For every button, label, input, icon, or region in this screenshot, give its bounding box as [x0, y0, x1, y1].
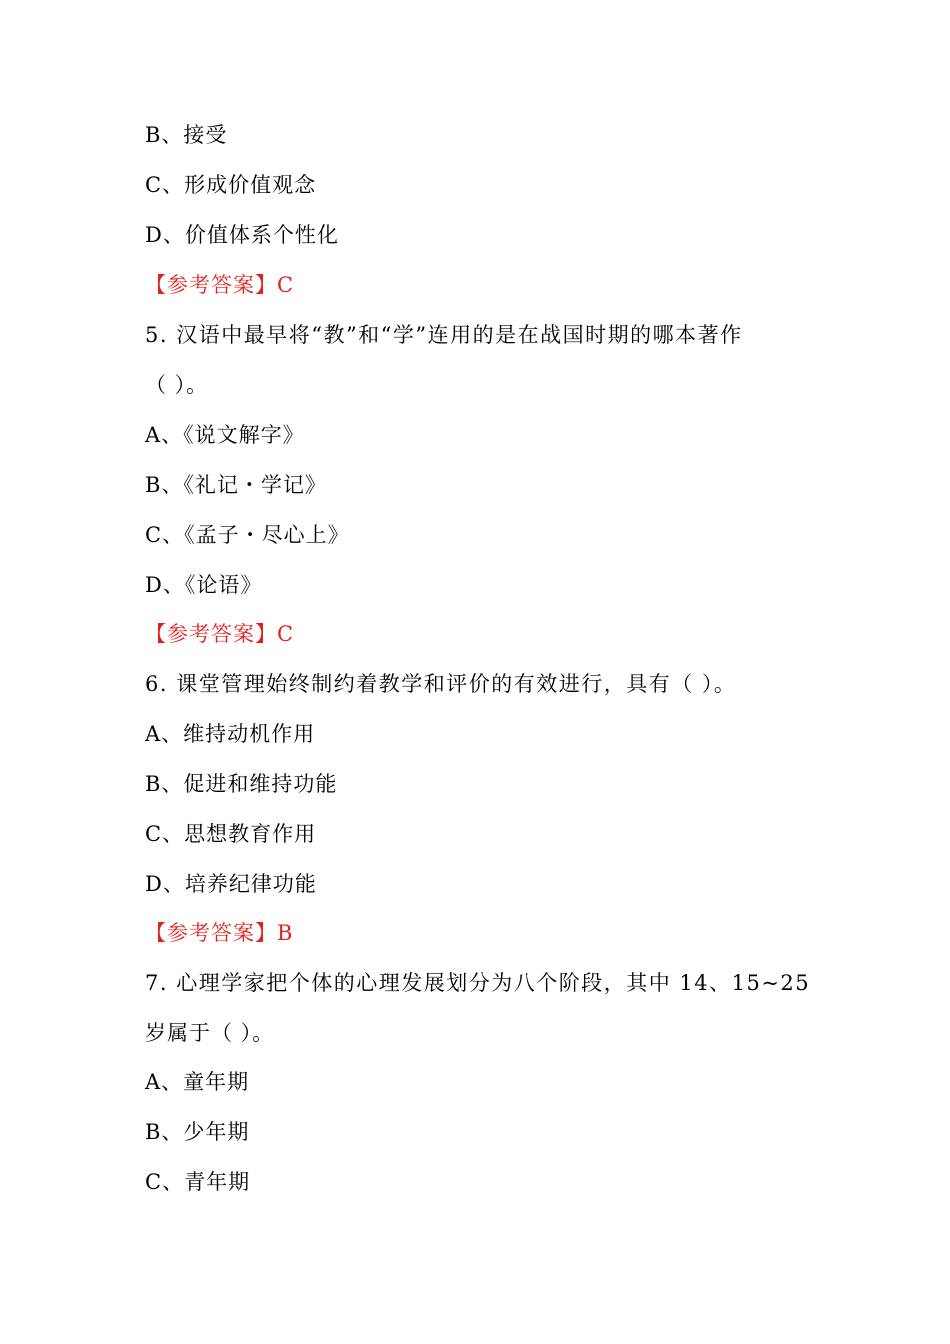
q4-option-d: D、价值体系个性化	[145, 223, 339, 247]
q5-answer: 【参考答案】C	[145, 622, 295, 646]
q5-option-d: D、《论语》	[145, 573, 263, 597]
q7-stem-line1: 7. 心理学家把个体的心理发展划分为八个阶段，其中 14、15~25	[145, 971, 811, 995]
q4-answer: 【参考答案】C	[145, 273, 295, 297]
q5-option-c: C、《孟子・尽心上》	[145, 523, 350, 547]
q6-option-c: C、思想教育作用	[145, 822, 317, 846]
q7-stem-line2: 岁属于（ ）。	[145, 1021, 275, 1045]
q5-stem-line1: 5. 汉语中最早将“教”和“学”连用的是在战国时期的哪本著作	[145, 323, 743, 347]
q5-option-b: B、《礼记・学记》	[145, 473, 327, 497]
q4-option-b: B、接受	[145, 123, 228, 147]
q6-option-a: A、维持动机作用	[145, 722, 316, 746]
q6-option-b: B、促进和维持功能	[145, 772, 338, 796]
q7-option-b: B、少年期	[145, 1120, 250, 1144]
q5-stem-line2: （ ）。	[145, 373, 209, 397]
q4-option-c: C、形成价值观念	[145, 173, 317, 197]
q6-stem-line1: 6. 课堂管理始终制约着教学和评价的有效进行，具有（ ）。	[145, 672, 737, 696]
q7-option-a: A、童年期	[145, 1070, 250, 1094]
q6-answer: 【参考答案】B	[145, 921, 294, 945]
q5-option-a: A、《说文解字》	[145, 423, 305, 447]
q6-option-d: D、培养纪律功能	[145, 872, 317, 896]
q7-option-c: C、青年期	[145, 1170, 251, 1194]
